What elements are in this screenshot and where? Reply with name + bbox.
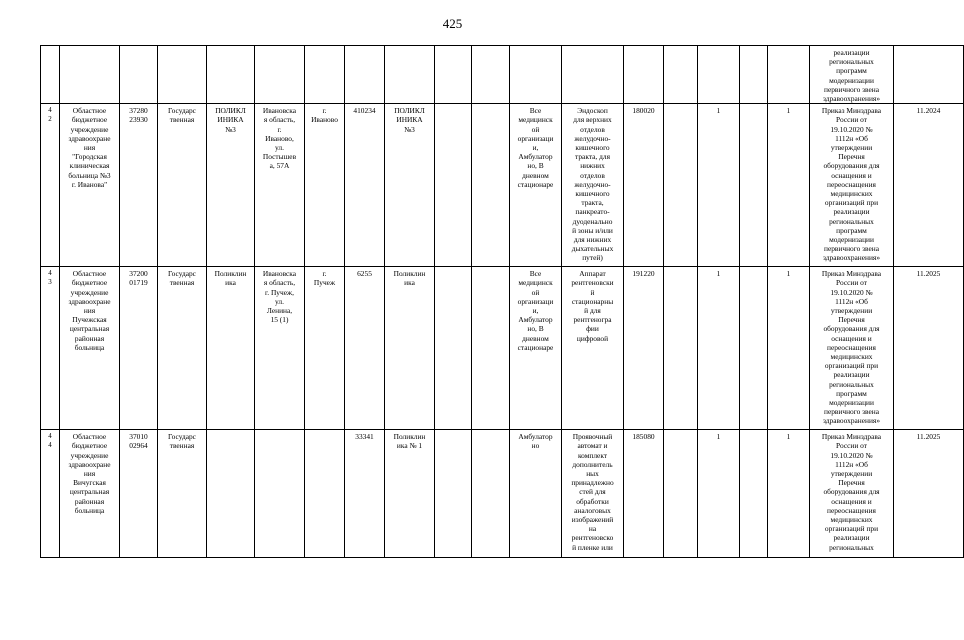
cell-text: Аппарат рентгеновски й стационарны й для рентгеногра фии цифровой xyxy=(571,269,614,343)
table-cell xyxy=(305,267,345,430)
cell-text: Приказ Минздрава России от 19.10.2020 № 1112н «Об утверждении Перечня оборудования для оснащения и переоснащения медицинских организаций при реализации региональных программ модернизации первичного звена здравоохранения» xyxy=(821,269,882,426)
table-cell xyxy=(207,46,255,104)
table-row xyxy=(41,430,964,558)
table-cell xyxy=(664,46,698,104)
table-cell xyxy=(698,104,740,267)
table-cell xyxy=(120,267,158,430)
table-cell xyxy=(562,267,624,430)
table-cell xyxy=(740,46,768,104)
table-cell xyxy=(562,104,624,267)
table-cell xyxy=(740,430,768,558)
table-cell xyxy=(698,267,740,430)
table-cell xyxy=(624,430,664,558)
table-cell xyxy=(207,104,255,267)
cell-text: 4 3 xyxy=(48,269,52,287)
table-cell xyxy=(624,267,664,430)
table-cell xyxy=(472,46,510,104)
table-cell xyxy=(810,430,894,558)
cell-text: Областное бюджетное учреждение здравоохране ния Пучежская центральная районная больница xyxy=(68,269,111,352)
table-cell xyxy=(305,104,345,267)
table-cell xyxy=(810,104,894,267)
cell-text: 4 2 xyxy=(48,106,52,124)
table-cell xyxy=(624,46,664,104)
table-cell xyxy=(255,46,305,104)
cell-text: Приказ Минздрава России от 19.10.2020 № 1112н «Об утверждении Перечня оборудования для оснащения и переоснащения медицинских организаций при реализации региональных программ модернизации первичного звена здравоохранения» xyxy=(821,106,882,263)
cell-text: Поликлин ика xyxy=(393,269,426,288)
table-cell xyxy=(158,104,207,267)
table-cell xyxy=(41,104,60,267)
table-cell xyxy=(255,267,305,430)
table-cell xyxy=(207,430,255,558)
cell-text: Государс твенная xyxy=(168,106,196,125)
cell-text: Эндоскоп для верхних отделов желудочно- кишечного тракта, для нижних отделов желудочно- кишечного тракта, панкреато- дуоденально й зоны и/или для нижних дыхательных путей) xyxy=(571,106,614,263)
cell-text: Ивановска я область, г. Иваново, ул. Постышев а, 57А xyxy=(262,106,297,171)
table-cell xyxy=(305,430,345,558)
cell-text: Областное бюджетное учреждение здравоохране ния "Городская клиническая больница №3 г. Иванова" xyxy=(68,106,111,189)
table-cell xyxy=(562,46,624,104)
table-cell xyxy=(60,267,120,430)
table-cell xyxy=(120,46,158,104)
table-cell xyxy=(768,430,810,558)
cell-text: 1 xyxy=(786,269,791,279)
table-cell xyxy=(345,430,385,558)
cell-text: 1 xyxy=(716,432,721,442)
table-cell xyxy=(810,267,894,430)
table-cell xyxy=(385,267,435,430)
cell-text: г. Пучеж xyxy=(313,269,336,288)
table-cell xyxy=(768,46,810,104)
cell-text: 191220 xyxy=(632,269,655,279)
table-cell xyxy=(41,267,60,430)
cell-text: 6255 xyxy=(357,269,372,279)
cell-text: 410234 xyxy=(353,106,376,116)
cell-text: реализации региональных программ модернизации первичного звена здравоохранения» xyxy=(822,48,881,104)
cell-text: 11.2025 xyxy=(916,432,941,442)
page-number: 425 xyxy=(442,16,463,31)
table-cell xyxy=(385,430,435,558)
cell-text: 1 xyxy=(716,106,721,116)
cell-text: 1 xyxy=(716,269,721,279)
table-cell xyxy=(345,104,385,267)
cell-text: 1 xyxy=(786,106,791,116)
table-cell xyxy=(158,430,207,558)
cell-text: Государс твенная xyxy=(168,432,196,451)
table-cell xyxy=(255,430,305,558)
cell-text: 33341 xyxy=(355,432,374,442)
table-cell xyxy=(207,267,255,430)
cell-text: ПОЛИКЛ ИНИКА №3 xyxy=(394,106,425,134)
table-cell xyxy=(385,46,435,104)
table-cell xyxy=(120,104,158,267)
table-cell xyxy=(158,267,207,430)
table-cell xyxy=(510,46,562,104)
table-cell xyxy=(894,46,964,104)
table-cell xyxy=(768,104,810,267)
table-cell xyxy=(810,46,894,104)
table-cell xyxy=(664,267,698,430)
equipment-table xyxy=(40,45,964,558)
cell-text: Государс твенная xyxy=(168,269,196,288)
table-cell xyxy=(60,430,120,558)
table-cell xyxy=(768,267,810,430)
cell-text: 180020 xyxy=(632,106,655,116)
table-cell xyxy=(894,104,964,267)
table-cell xyxy=(664,430,698,558)
cell-text: Поликлин ика № 1 xyxy=(393,432,426,451)
table-cell xyxy=(385,104,435,267)
table-cell xyxy=(472,104,510,267)
cell-text: Областное бюджетное учреждение здравоохране ния Вичугская центральная районная больница xyxy=(68,432,111,515)
table-cell xyxy=(60,46,120,104)
cell-text: 4 4 xyxy=(48,432,52,450)
table-row xyxy=(41,267,964,430)
table-cell xyxy=(698,430,740,558)
table-cell xyxy=(255,104,305,267)
cell-text: 1 xyxy=(786,432,791,442)
table-row xyxy=(41,104,964,267)
cell-text: Все медицинск ой организаци и, Амбулатор но, В дневном стационаре xyxy=(517,106,554,189)
table-cell xyxy=(435,267,472,430)
table-cell xyxy=(510,267,562,430)
table-row xyxy=(41,46,964,104)
table-cell xyxy=(305,46,345,104)
table-cell xyxy=(894,267,964,430)
table-cell xyxy=(41,46,60,104)
table-cell xyxy=(664,104,698,267)
cell-text: Ивановска я область, г. Пучеж, ул. Ленина, 15 (1) xyxy=(262,269,297,325)
cell-text: ПОЛИКЛ ИНИКА №3 xyxy=(215,106,246,134)
cell-text: 37280 23930 xyxy=(129,106,148,125)
table-cell xyxy=(435,46,472,104)
table-cell xyxy=(472,430,510,558)
table-cell xyxy=(60,104,120,267)
table-cell xyxy=(740,104,768,267)
cell-text: 11.2025 xyxy=(916,269,941,279)
cell-text: 37200 01719 xyxy=(129,269,148,288)
table-cell xyxy=(41,430,60,558)
table-cell xyxy=(472,267,510,430)
cell-text: Амбулатор но xyxy=(518,432,553,451)
table-cell xyxy=(435,430,472,558)
cell-text: Поликлин ика xyxy=(214,269,247,288)
table-cell xyxy=(740,267,768,430)
cell-text: г. Иваново xyxy=(311,106,338,125)
cell-text: Все медицинск ой организаци и, Амбулатор но, В дневном стационаре xyxy=(517,269,554,352)
table-cell xyxy=(345,46,385,104)
table-cell xyxy=(510,104,562,267)
cell-text: 185080 xyxy=(632,432,655,442)
table-cell xyxy=(510,430,562,558)
table-cell xyxy=(624,104,664,267)
cell-text: Проявочный автомат и комплект дополнитель ных принадлежно стей для обработки аналоговых изображений на рентгеновско й пленке или xyxy=(571,432,614,552)
table-cell xyxy=(562,430,624,558)
cell-text: 11.2024 xyxy=(916,106,941,116)
table-cell xyxy=(158,46,207,104)
table-cell xyxy=(435,104,472,267)
table-cell xyxy=(894,430,964,558)
cell-text: Приказ Минздрава России от 19.10.2020 № 1112н «Об утверждении Перечня оборудования для оснащения и переоснащения медицинских организаций при реализации региональных xyxy=(821,432,882,552)
table-cell xyxy=(698,46,740,104)
table-cell xyxy=(120,430,158,558)
cell-text: 37010 02964 xyxy=(129,432,148,451)
table-cell xyxy=(345,267,385,430)
